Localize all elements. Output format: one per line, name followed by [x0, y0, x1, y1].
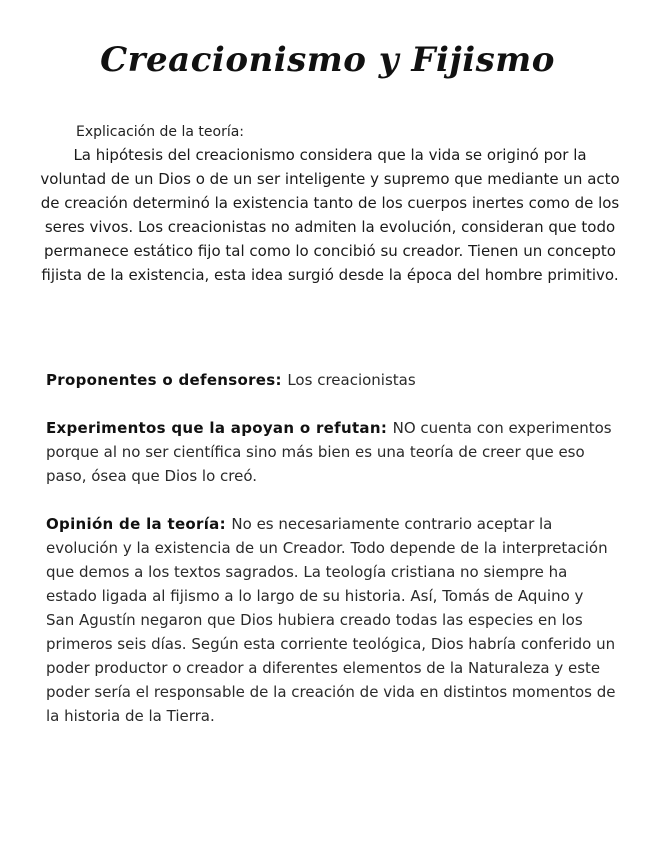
experiments-text: NO cuenta con experimentos porque al no ser científica sino más bien es una teoría de creer que eso paso, ósea que Dios lo creó. [46, 419, 612, 485]
opinion-text: No es necesariamente contrario aceptar la evolución y la existencia de un Creador. Todo depende de la interpretación que demos a los textos sagrados. La teología cristiana no siempre ha estado ligada al fijismo a lo largo de su historia. Así, Tomás de Aquino y San Agustín negaron que Dios hubiera creado todas las especies en los primeros seis días. Según esta corriente teológica, Dios habría conferido un poder productor o creador a diferentes elementos de la Naturaleza y este poder sería el responsable de la creación de vida en distintos momentos de la historia de la Tierra. [46, 515, 616, 725]
opinion-label: Opinión de la teoría: [46, 515, 232, 533]
experiments-label: Experimentos que la apoyan o refutan: [46, 419, 393, 437]
explanation-text: La hipótesis del creacionismo considera que la vida se originó por la voluntad de un Dios o de un ser inteligente y supremo que mediante un acto de creación determinó la existencia tanto de los cuerpos inertes como de los seres vivos. Los creacionistas no admiten la evolución, consideran que todo permanece estático fijo tal como lo concibió su creador. Tienen un concepto fijista de la existencia, esta idea surgió desde la época del hombre primitivo. [40, 146, 620, 284]
page-title: Creacionismo y Fijismo [100, 40, 555, 80]
experiments-section [46, 416, 616, 488]
proponents-text: Los creacionistas [287, 371, 416, 389]
explanation-label: Explicación de la teoría: [76, 124, 245, 140]
opinion-section [46, 512, 616, 728]
proponents-section [46, 368, 616, 392]
proponents-label: Proponentes o defensores: [46, 371, 288, 389]
